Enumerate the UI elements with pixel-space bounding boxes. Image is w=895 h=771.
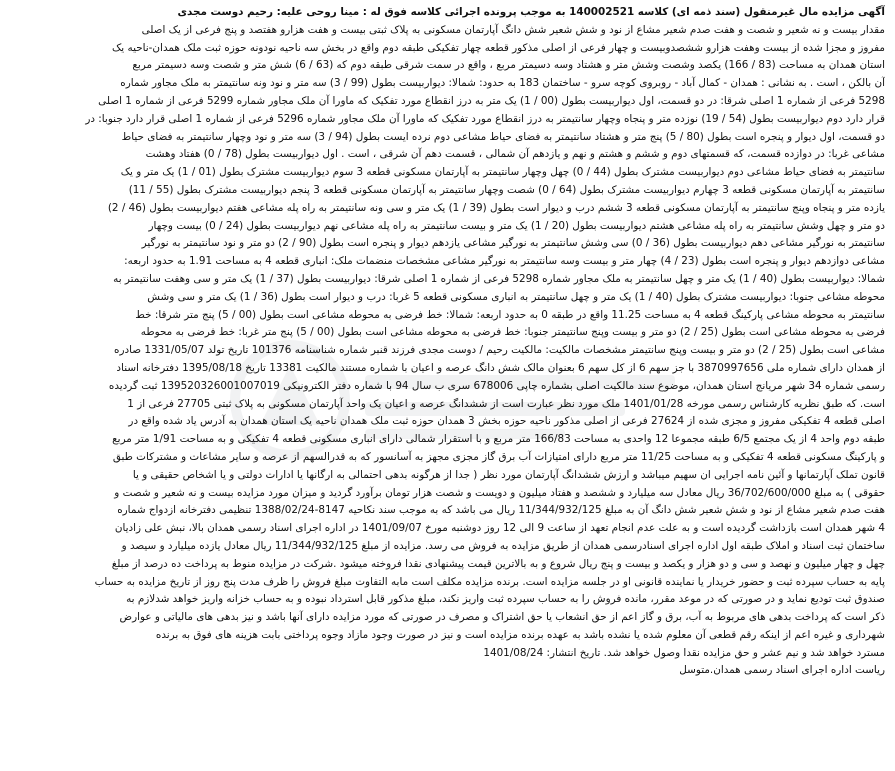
notice-line: چهل و چهار میلیون و نهصد و سی و دو هزار و یکصد و بیست و پنج ریال شروع و به بالاترین قیمت پیشنهادی نقدا فروخته میشود .شرکت در مزایده منوط به پرداخت ده درصد از مبلغ [111,557,885,570]
notice-line: ساختمان ثبت اسناد و املاک طبقه اول اداره اجرای اسنادرسمی همدان از طریق مزایده به فروش می رسد. مزایده از مبلغ 11/344/932/125 ریال معادل یازده میلیارد و سیصد و [121,539,885,552]
notice-line: از همدان دارای شماره ملی 3870997656 با جز سهم 6 از کل سهم 6 بعنوان مالک شش دانگ عرصه و اعیان با شماره مستند مالکیت 13381 تاریخ 1395/08/18 دفترخانه اسناد [116,361,885,374]
notice-title-line: آگهی مزایده مال غیرمنقول (سند ذمه ای) کلاسه 140002521 به موجب پرونده اجرائی کلاسه فوق له : مینا روحی علیه: رحیم دوست مجدی [177,6,885,18]
notice-line: است. که طبق نظریه کارشناس رسمی مورخه 1401/01/28 ملک مورد نظر عبارت است از ششدانگ عرصه و اعیان یک واحد آپارتمان مسکونی به پلاک ثبتی 27705 فرعی از 1 [127,397,885,410]
notice-line: 5298 فرعی از شماره 1 اصلی شرقا: در دو قسمت، اول دیواربیست بطول (00 / 1) یک متر به درز انقطاع مورد تفکیک که ماورا آن ملک مجاور شماره 5299 فرعی از شماره 1 اصلی [98,94,885,107]
notice-line: سانتیمتر به فضای حیاط مشاعی دوم دیواربیست مشترک بطول (44 / 0) چهل وچهار سانتیمتر به آپارتمان مسکونی قطعه 3 سوم دیواربیست مشترک بطول (01 / 1) یک متر و یک [120,166,885,179]
notice-body [10,4,885,680]
notice-line: دو قسمت، اول دیوار و پنجره است بطول (80 / 5) پنج متر و هشتاد سانتیمتر به فضای حیاط مشاعی دوم نرده ایست بطول (94 / 3) سه متر و نود وچهار سانتیمتر به فضای حیاط [121,130,885,143]
notice-line: سانتیمتر به نورگیر مشاعی دهم دیواربیست بطول (36 / 0) سی وشش سانتیمتر به نورگیر مشاعی یازدهم دیوار و پنجره است بطول (90 / 2) دو متر و نود سانتیمتر به نورگیر [141,237,885,250]
notice-line: یازده متر و پنجاه وپنج سانتیمتر به آپارتمان مسکونی قطعه 3 ششم درب و دیوار است بطول (39 / 1) یک متر و سی ونه سانتیمتر به راه پله مشاعی هفتم دیواربیست بطول (46 / 2) [107,201,885,214]
notice-signature-line: ریاست اداره اجرای اسناد رسمی همدان.متوسل [679,664,885,677]
notice-line: طبقه دوم واحد 4 از یک مجتمع 6/5 طبقه مجموعا 12 واحدی به مساحت 166/83 متر مربع و با استقرار شمالی دارای انباری مسکونی قطعه 4 تفکیکی و به مساحت 1/91 متر مربع [112,433,885,446]
notice-line: اصلی قطعه 4 تفکیکی مفروز و مجزی شده از 27624 فرعی از اصلی مذکور ناحیه حوزه بخش 3 همدان حوزه ثبت ملک همدان ناحیه یک استان همدان به آدرس یاد شده واقع در [128,415,885,428]
notice-line: دو متر و چهل وشش سانتیمتر به راه پله مشاعی هشتم دیواربیست بطول (20 / 1) یک متر و بیست سانتیمتر به راه پله مشاعی نهم دیواربیست بطول (24 / 0) بیست وچهار [148,219,885,232]
notice-line: حقوقی ) به مبلغ 36/702/600/000 ریال معادل سه میلیارد و ششصد و هفتاد میلیون و دویست و شصت هزار تومان برآورد گردید و میزان مورد مزایده بیست و نه شعیر و شصت و [114,486,885,499]
notice-line: فرضی به محوطه مشاعی است بطول (25 / 2) دو متر و بیست وپنج سانتیمتر جنوبا: خط فرضی به محوطه مشاعی است بطول (00 / 5) پنج متر غربا: خط فرضی به محوطه [140,326,885,339]
notice-line: سانتیمتر به آپارتمان مسکونی قطعه 3 چهارم دیواربیست مشترک بطول (64 / 0) شصت وچهار سانتیمتر به آپارتمان مسکونی قطعه 3 پنجم دیواربیست مشترک بطول (55 / 11) [128,183,885,196]
notice-line: قانون تملک آپارتمانها و آئین نامه اجرایی ان سهیم میباشد و ارزش ششدانگ آپارتمان مورد نظر ( جدا از هرگونه بدهی احتمالی به ارگانها یا ادارات دولتی و یا اشخاص حقیقی و یا [132,468,885,481]
notice-line: و پارکینگ مسکونی قطعه 4 تفکیکی و به مساحت 11/25 متر مربع دارای امتیازات آب برق گاز مجزی مجهز به آسانسور که به قدرالسهم از عرصه و سایر مشاعات و مشترکات طبق [112,450,885,463]
notice-line: 4 شهر همدان است بازداشت گردیده است و به علت عدم انجام تعهد از ساعت 9 الی 12 روز دوشنبه مورخ 1401/09/07 در اداره اجرای اسناد رسمی همدان بالا، نبش علی زادیان [114,522,885,535]
notice-line: محوطه مشاعی جنوبا: دیواربیست مشترک بطول (40 / 1) یک متر و چهل سانتیمتر به انباری مسکونی قطعه 5 غربا: درب و دیوار است بطول (36 / 1) یک متر و سی وشش [147,290,885,303]
notice-line: مفروز و مجزا شده از بیست وهفت هزارو ششصدوبیست و چهار فرعی از اصلی مذکور قطعه چهار تفکیکی طبقه دوم واقع در بخش سه ناحیه نودونه حوزه ثبت ملک همدان-ناحیه یک [112,41,885,54]
notice-line: مشاعی دوازدهم دیوار و پنجره است بطول (23 / 4) چهار متر و بیست وسه سانتیمتر به نورگیر مشاعی مشخصات منضمات ملک: انباری قطعه 4 به مساحت 1.91 به حدود اربعه: [124,255,885,268]
notice-line: آن بالکن ، است . به نشانی : همدان - کمال آباد - روبروی کوچه سرو - ساختمان 183 به حدود: شمالا: دیواربیست بطول (99 / 3) سه متر و نود ونه سانتیمتر به ملک مجاور شماره [120,77,885,90]
notice-line: شمالا: دیواربیست بطول (40 / 1) یک متر و چهل سانتیمتر به ملک مجاور شماره 5298 فرعی از شماره 1 اصلی شرقا: دیواربیست بطول (37 / 1) یک متر و سی وهفت سانتیمتر به [113,272,885,285]
notice-line: استان همدان به مساحت (83 / 166) یکصد وشصت وشش متر و هشتاد وسه دسیمتر مربع ، واقع در سمت شرقی طبقه دوم که (63 / 6) شش متر و شصت وسه دسیمتر مربع [132,59,885,72]
notice-line: مسترد خواهد شد و نیم عشر و حق مزایده نقدا وصول خواهد شد. تاریخ انتشار: 1401/08/24 [483,646,885,659]
notice-line: هفت صدم شعیر مشاع از نود و شش شعیر شش دانگ آن به مبلغ 11/344/932/125 ریال می باشد که به موجب سند نکاحیه 8147-1388/02/24 تنظیمی دفترخانه ازدواج شماره [117,504,885,517]
notice-line: قرار دارد دوم دیواربیست بطول (54 / 19) نوزده متر و پنجاه وچهار سانتیمتر به درز انقطاع مورد تفکیک که ماورا آن ملک مجاور شماره 5296 فرعی از شماره 1 اصلی قرار دارد جنوبا: در [85,112,885,125]
notice-line: مشاعی غربا: در دوازده قسمت، که قسمتهای دوم و ششم و هشتم و نهم و یازدهم آن شمالی ، قسمت دهم آن شرقی ، است . اول دیواربیست بطول (78 / 0) هفتاد وهشت [145,148,885,161]
notice-line: صندوق ثبت تودیع نماید و در صورتی که در موعد مقرر، مانده فروش را به حساب سپرده ثبت واریز نکند، مبلغ مذکور قابل استرداد نبوده و به حساب خزانه واریز خواهد شدلازم به [126,593,885,606]
notice-line: مشاعی است بطول (25 / 2) دو متر و بیست وپنج سانتیمتر مشخصات مالکیت: مالکیت رحیم / دوست مجدی فرزند قنبر شماره شناسنامه 101376 تاریخ تولد 1331/05/07 صادره [114,344,885,357]
notice-line: شهرداری و غیره اعم از اینکه رقم قطعی آن معلوم شده یا نشده باشد به عهده برنده مزایده است و نیز در صورت وجود مازاد وجوه پرداختی بابت هزینه های فوق به برنده [155,628,885,641]
notice-line: سانتیمتر به محوطه مشاعی پارکینگ قطعه 4 به مساحت 11.25 واقع در طبقه 0 به حدود اربعه: شمالا: خط فرضی به محوطه مشاعی است بطول (00 / 5) پنج متر شرقا: خط [135,308,885,321]
notice-line: پایه به حساب سپرده ثبت و حضور خریدار یا نماینده قانونی او در جلسه مزایده است. برنده مزایده مکلف است مابه التفاوت مبلغ فروش را ظرف مدت پنج روز از تاریخ مزایده به حساب [94,575,885,588]
notice-line: رسمی شماره 34 شهر مریانج استان همدان، موضوع سند مالکیت اصلی بشماره چاپی 678006 سری ب سال 94 با شماره دفتر الکترونیکی 139520326001007019 ثبت گردیده [108,379,885,392]
notice-line: ذکر است که پرداخت بدهی های مربوط به آب، برق و گاز اعم از حق انشعاب یا حق اشتراک و مصرف در صورتی که مورد مزایده دارای آنها باشد و نیز بدهی های مالیاتی و عوارض [119,611,885,624]
notice-line: مقدار بیست و نه شعیر و شصت و هفت صدم شعیر مشاع از نود و شش شعیر شش دانگ آپارتمان مسکونی به پلاک ثبتی بیست و هفت هزارو هفتصد و پنج فرعی از یک اصلی [141,23,885,36]
